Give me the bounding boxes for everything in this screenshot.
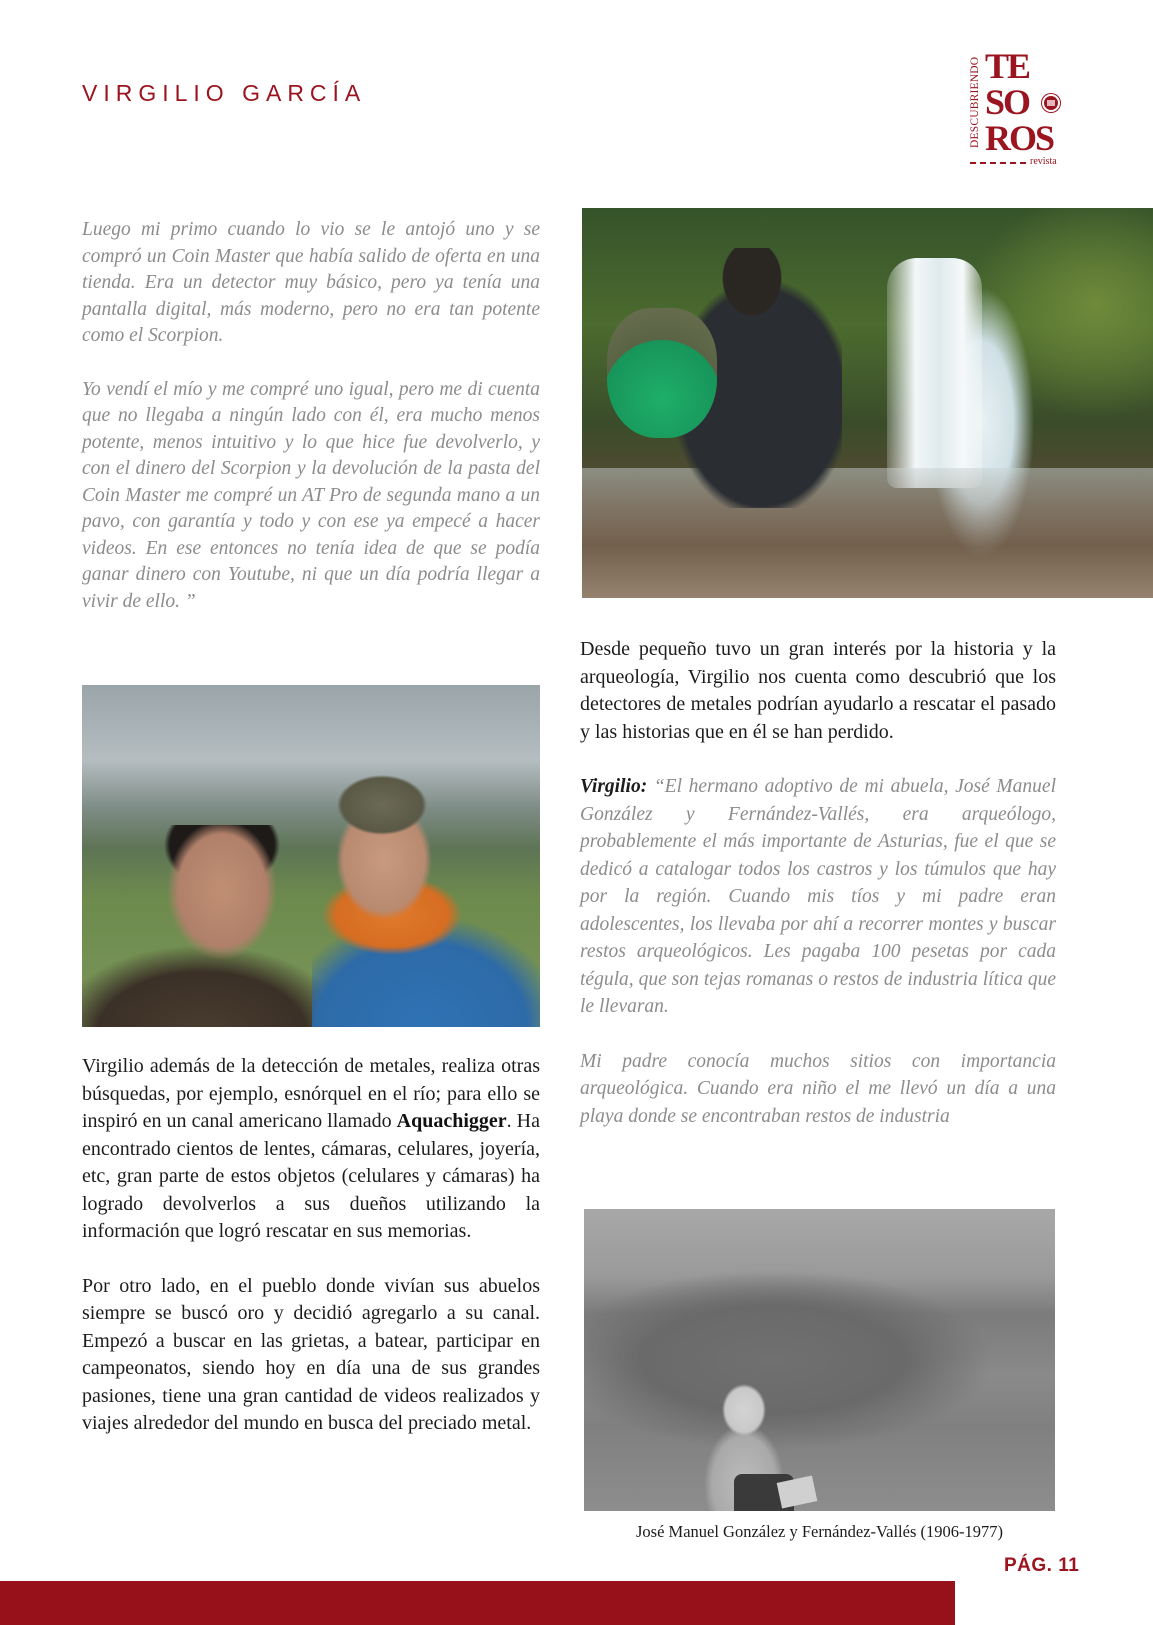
logo-seal-icon: [1042, 94, 1060, 112]
quote-paragraph: Luego mi primo cuando lo vio se le antojó uno y se compró un Coin Master que había salido de oferta en una tienda. Era un detector muy básico, pero ya tenía una pantalla digital, más moderno, pero no era tan potente como el Scorpion.: [82, 219, 540, 346]
logo-line-3: ROS: [985, 118, 1054, 158]
logo-dashes: [970, 162, 1026, 164]
photo-caption: José Manuel González y Fernández-Vallés (1906-1977): [635, 1522, 1003, 1541]
virgilio-quote: [580, 773, 1056, 1021]
archaeologist-photo: [584, 1209, 1055, 1511]
quote-paragraph: Mi padre conocía muchos sitios con importancia arqueológica. Cuando era niño el me llevó un día a una playa donde se encontraban restos de industria: [580, 1050, 1056, 1127]
photo-waterfall-stream: [887, 258, 982, 488]
logo-line-1: TE: [985, 46, 1030, 86]
left-body-block: [82, 1053, 540, 1438]
quote-paragraph: Yo vendí el mío y me compré uno igual, pero me di cuenta que no llegaba a ningún lado con él, era mucho menos potente, menos intuitivo y lo que hice fue devolverlo, y con el dinero del Scorpion y la devolución de la pasta del Coin Master me compré un AT Pro de segunda mano a un pavo, con garantía y todo y con ese ya empecé a hacer videos. En ese entonces no tenía idea de que se podía ganar dinero con Youtube, ni que un día podría llegar a vivir de ello. ”: [82, 378, 540, 612]
body-text: Virgilio además de la detección de metales, realiza otras búsquedas, por ejemplo, esnórquel en el río; para ello se inspiró en un canal americano llamado: [82, 1055, 540, 1132]
body-paragraph-aquachigger: [82, 1053, 540, 1246]
waterfall-photo: [582, 208, 1153, 598]
body-paragraph-gold: Por otro lado, en el pueblo donde vivían sus abuelos siempre se buscó oro y decidió agregarlo a su canal. Empezó a buscar en las grietas, a batear, participar en campeonatos, siendo hoy en día una de sus grandes pasiones, tiene una gran cantidad de videos realizados y viajes alrededor del mundo en busca del preciado metal.: [82, 1274, 540, 1434]
photo-backpack: [607, 308, 717, 438]
logo-line-2: SO: [985, 82, 1030, 122]
footer-bar: [0, 1581, 955, 1625]
author-header: VIRGILIO GARCÍA: [82, 80, 367, 106]
intro-paragraph: Desde pequeño tuvo un gran interés por la historia y la arqueología, Virgilio nos cuenta como descubrió que los detectores de metales podrían ayudarlo a rescatar el pasado y las historias que en él se han perdido.: [580, 638, 1056, 743]
selfie-photo: [82, 685, 540, 1027]
speaker-label: Virgilio:: [580, 776, 648, 797]
photo-person-right: [312, 765, 540, 1027]
logo-side-text: DESCUBRIENDO: [969, 56, 981, 148]
magazine-logo: [968, 48, 1088, 172]
right-text-block: [580, 636, 1056, 1130]
aquachigger-bold: Aquachigger: [396, 1110, 507, 1132]
page-number: PÁG. 11: [1004, 1555, 1080, 1576]
logo-subtitle: revista: [1030, 156, 1057, 167]
quote-text: “El hermano adoptivo de mi abuela, José Manuel González y Fernández-Vallés, era arqueólogo, probablemente el más importante de Asturias, fue el que se dedicó a catalogar todos los castros y los túmulos que hay por la región. Cuando mis tíos y mi padre eran adolescentes, los llevaba por ahí a recorrer montes y buscar restos arqueológicos. Les pagaba 100 pesetas por cada tégula, que son tejas romanas o restos de industria lítica que le llevaran.: [580, 776, 1056, 1017]
photo-person-left: [82, 825, 332, 1027]
body-text: . Ha encontrado cientos de lentes, cámaras, celulares, joyería, etc, gran parte de estos objetos (celulares y cámaras) ha logrado devolverlos a sus dueños utilizando la información que logró rescatar en sus memorias.: [82, 1110, 540, 1242]
left-quote-block: [82, 217, 540, 615]
